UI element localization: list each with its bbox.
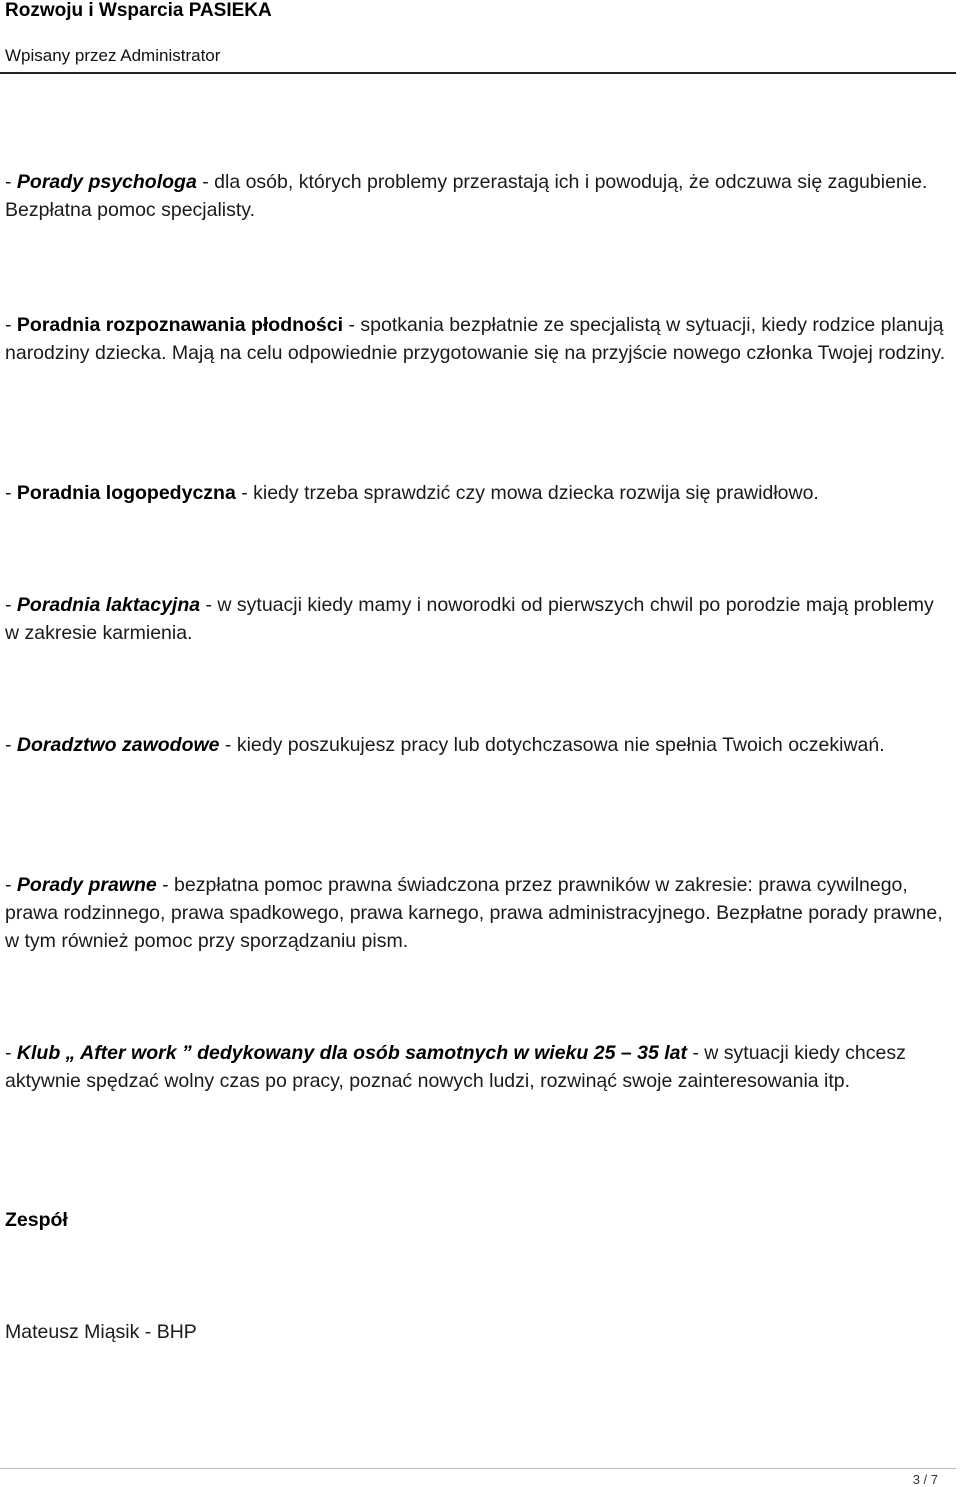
service-paragraph-career-advice xyxy=(5,731,885,759)
service-description: - spotkania bezpłatnie ze specjalistą w sytuacji, kiedy rodzice planują narodziny dziecka. Mają na celu odpowiednie przygotowanie się na przyjście nowego członka Twojej rodziny. xyxy=(5,314,946,364)
team-heading: Zespół xyxy=(5,1209,68,1231)
service-description: - dla osób, których problemy przerastają ich i powodują, że odczuwa się zagubienie. Bezpłatna pomoc specjalisty. xyxy=(5,171,928,221)
service-paragraph-lactation xyxy=(5,591,950,647)
service-paragraph-legal-advice xyxy=(5,871,950,955)
page-number: 3 / 7 xyxy=(912,1472,938,1487)
service-description: - w sytuacji kiedy mamy i noworodki od pierwszych chwil po porodzie mają problemy w zakresie karmienia. xyxy=(5,594,934,644)
service-title: Klub „ After work ” dedykowany dla osób samotnych w wieku 25 – 35 lat xyxy=(16,1042,687,1064)
bullet-dash: - xyxy=(5,874,17,896)
service-description: - kiedy trzeba sprawdzić czy mowa dziecka rozwija się prawidłowo. xyxy=(235,482,819,504)
bullet-dash: - xyxy=(5,1042,17,1064)
service-title xyxy=(17,314,343,336)
service-title: Poradnia laktacyjna xyxy=(16,594,201,616)
footer-divider xyxy=(0,1468,956,1469)
bullet-dash: - xyxy=(5,594,17,616)
service-paragraph-fertility xyxy=(5,311,950,367)
bullet-dash: - xyxy=(5,171,17,193)
service-paragraph-psychologist xyxy=(5,168,950,224)
bullet-dash: - xyxy=(5,734,17,756)
service-title: Porady psychologa xyxy=(16,171,197,193)
service-paragraph-after-work-club xyxy=(5,1039,950,1095)
bullet-dash: - xyxy=(5,482,17,504)
team-member: Mateusz Miąsik - BHP xyxy=(5,1321,197,1343)
service-description: - w sytuacji kiedy chcesz aktywnie spędzać wolny czas po pracy, poznać nowych ludzi, rozwinąć swoje zainteresowania itp. xyxy=(5,1042,906,1092)
service-title: Poradnia logopedyczna xyxy=(16,482,236,504)
service-description: - bezpłatna pomoc prawna świadczona przez prawników w zakresie: prawa cywilnego, prawa rodzinnego, prawa spadkowego, prawa karnego, prawa administracyjnego. Bezpłatne porady prawne, w tym również pomoc przy sporządzaniu pism. xyxy=(5,874,943,952)
service-description: - kiedy poszukujesz pracy lub dotychczasowa nie spełnia Twoich oczekiwań. xyxy=(219,734,885,756)
bullet-dash: - xyxy=(5,314,17,336)
author-line: Wpisany przez Administrator xyxy=(5,46,221,65)
service-paragraph-speech-therapy xyxy=(5,479,819,507)
site-title: Rozwoju i Wsparcia PASIEKA xyxy=(5,0,272,21)
page-header xyxy=(0,0,956,74)
service-title-text: Poradnia rozpoznawania płodności xyxy=(16,314,344,336)
service-title: Doradztwo zawodowe xyxy=(16,734,220,756)
service-title: Porady prawne xyxy=(16,874,157,896)
